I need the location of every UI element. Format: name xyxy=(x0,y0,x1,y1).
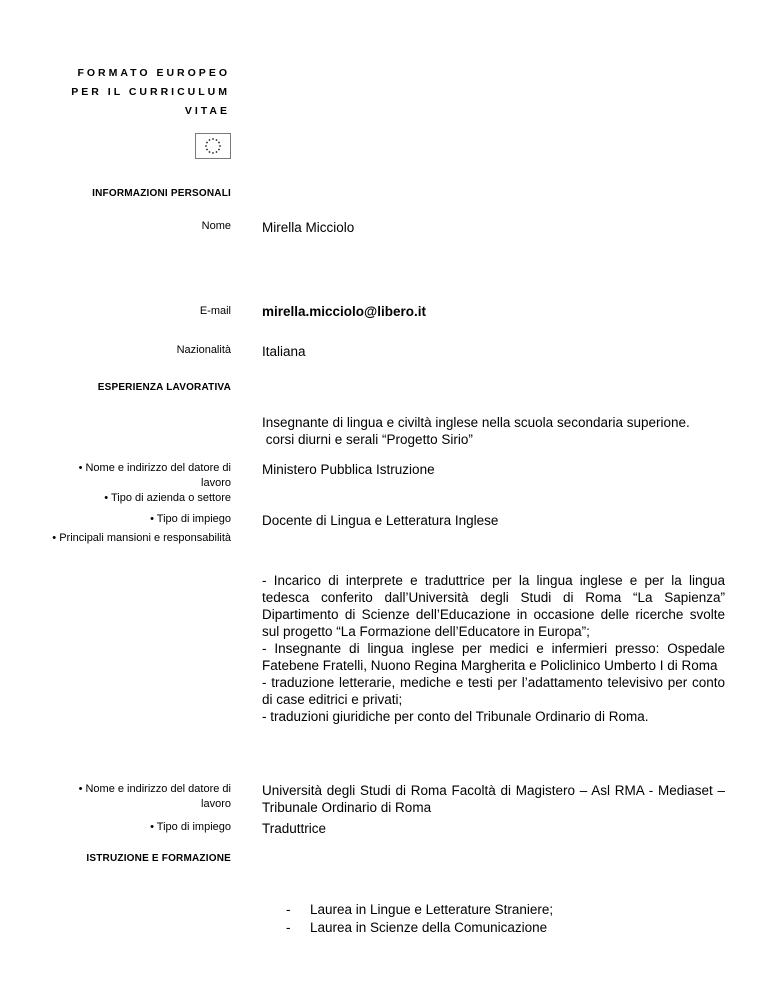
duty-item: - Incarico di interprete e traduttrice per la lingua inglese e per la lingua tedesca conferito dall’Università degli Studi di Roma “La Sapienza” Dipartimento di Scienze dell’Educazione in occasione delle ricerche svolte sul progetto “La Formazione dell’Educatore in Europa”; xyxy=(262,573,725,639)
name-value: Mirella Micciolo xyxy=(262,220,355,235)
duty-item: - traduzione letterarie, mediche e testi per l’adattamento televisivo per conto di case editrici e privati; xyxy=(262,675,725,707)
nationality-label: Nazionalità xyxy=(176,344,231,356)
experience-intro-line-2: corsi diurni e serali “Progetto Sirio” xyxy=(262,432,473,447)
dash-bullet: - xyxy=(286,920,291,935)
job1-sector-label: • Tipo di azienda o settore xyxy=(104,492,231,504)
section-personal-info: INFORMAZIONI PERSONALI xyxy=(92,188,231,199)
dash-bullet: - xyxy=(286,902,291,917)
title-line-3: VITAE xyxy=(184,105,230,117)
name-label: Nome xyxy=(201,220,231,232)
email-value: mirella.micciolo@libero.it xyxy=(262,304,426,319)
section-education: ISTRUZIONE E FORMAZIONE xyxy=(86,853,231,864)
job1-employer-label: • Nome e indirizzo del datore di lavoro xyxy=(78,462,231,489)
duty-item: - Insegnante di lingua inglese per medici e infermieri presso: Ospedale Fatebene Fratelli, Nuono Regina Margherita e Policlinico Umberto I di Roma xyxy=(262,641,725,673)
experience-intro-line-1: Insegnante di lingua e civiltà inglese nella scuola secondaria superione. xyxy=(262,415,690,430)
duties-list xyxy=(262,572,725,725)
job1-duties-label: • Principali mansioni e responsabilità xyxy=(52,532,231,544)
education-item-text: Laurea in Lingue e Letterature Straniere; xyxy=(310,902,554,917)
title-line-2: PER IL CURRICULUM xyxy=(71,86,230,98)
education-item xyxy=(286,916,547,939)
job2-type-value: Traduttrice xyxy=(262,821,327,836)
title-line-1: FORMATO EUROPEO xyxy=(77,67,230,79)
job1-type-value: Docente di Lingua e Letteratura Inglese xyxy=(262,513,499,528)
job2-employer-label: • Nome e indirizzo del datore di lavoro xyxy=(78,783,231,810)
email-label: E-mail xyxy=(199,305,231,317)
eu-flag-icon xyxy=(195,133,231,159)
job1-type-label: • Tipo di impiego xyxy=(150,513,231,525)
section-work-experience: ESPERIENZA LAVORATIVA xyxy=(97,382,231,393)
education-item-text: Laurea in Scienze della Comunicazione xyxy=(310,920,548,935)
nationality-value: Italiana xyxy=(262,344,306,359)
duty-item: - traduzioni giuridiche per conto del Tribunale Ordinario di Roma. xyxy=(262,709,649,724)
job2-type-label: • Tipo di impiego xyxy=(150,821,231,833)
job2-employer-value: Università degli Studi di Roma Facoltà di Magistero – Asl RMA - Mediaset – Tribunale Ordinario di Roma xyxy=(262,783,725,815)
job1-employer-value: Ministero Pubblica Istruzione xyxy=(262,462,435,477)
cv-title xyxy=(71,64,230,121)
